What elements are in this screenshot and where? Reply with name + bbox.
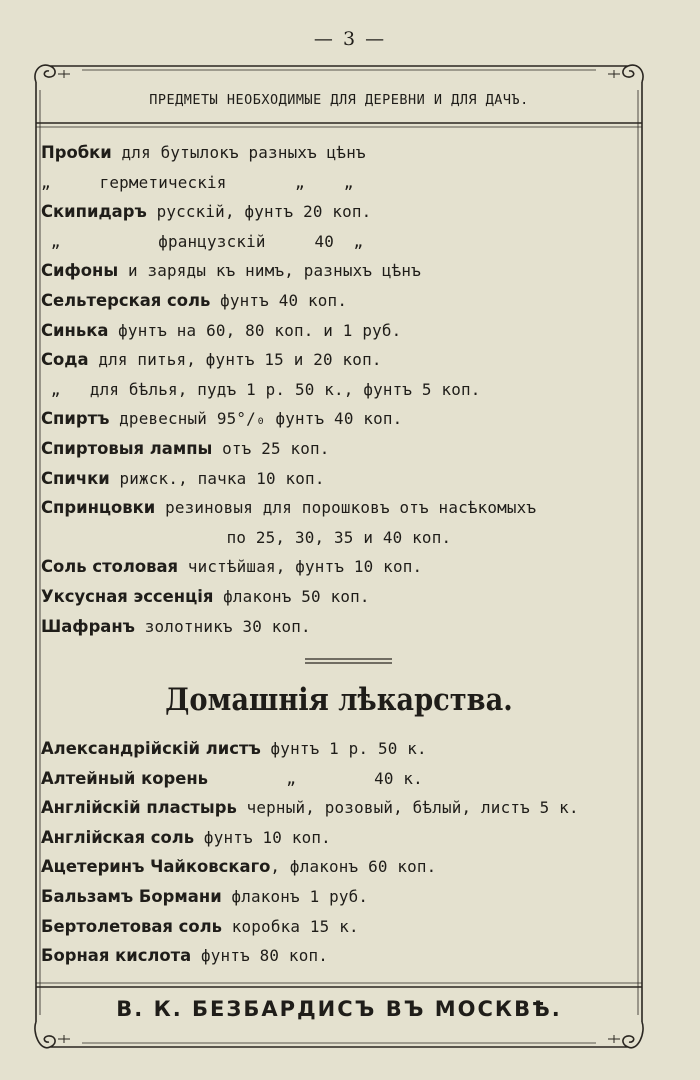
home-remedies-list: [41, 734, 641, 971]
item-name: Борная кислота: [41, 946, 192, 966]
item-description: „ французскій 40 „: [41, 231, 364, 251]
item-description: золотникъ 30 коп.: [135, 616, 311, 636]
item-name: Сода: [41, 350, 89, 370]
item-description: для питья, фунтъ 15 и 20 коп.: [88, 350, 382, 370]
item-description: резиновыя для порошковъ отъ насѣкомыхъ: [155, 498, 537, 518]
list-item: [41, 434, 637, 464]
item-name: Уксусная эссенція: [41, 586, 214, 606]
item-description: „ герметическія „ „: [41, 172, 354, 192]
item-description: фунтъ 10 коп.: [194, 827, 331, 847]
item-description: флаконъ 50 коп.: [213, 586, 370, 606]
section-title-home-remedies: Домашнія лѣкарства.: [165, 682, 513, 718]
item-name: Спиртъ: [41, 409, 110, 429]
item-name: Александрійскій листъ: [41, 739, 261, 758]
list-item: [41, 286, 637, 316]
page-header: ПРЕДМЕТЫ НЕОБХОДИМЫЕ ДЛЯ ДЕРЕВНИ И ДЛЯ ДАЧЪ.: [149, 92, 529, 108]
item-name: Англійскій пластырь: [41, 798, 237, 818]
item-description: и заряды къ нимъ, разныхъ цѣнъ: [118, 261, 421, 281]
item-description: коробка 15 к.: [221, 916, 359, 936]
item-name: Спиртовыя лампы: [41, 438, 213, 458]
list-item: [41, 523, 637, 553]
item-name: Шафранъ: [41, 616, 136, 636]
list-item: [41, 941, 637, 971]
item-description: древесный 95°/₀ фунтъ 40 коп.: [109, 409, 403, 429]
item-name: Бальзамъ Бормани: [41, 886, 222, 906]
item-description: , флаконъ 60 коп.: [270, 857, 437, 877]
item-description: фунтъ на 60, 80 коп. и 1 руб.: [108, 320, 402, 340]
item-description: чистѣйшая, фунтъ 10 коп.: [178, 557, 423, 577]
publisher-footer: В. К. БЕЗБАРДИСЪ ВЪ МОСКВѢ.: [116, 997, 562, 1021]
list-item: [41, 227, 637, 257]
item-name: Англійская соль: [41, 827, 195, 847]
item-description: черный, розовый, бѣлый, листъ 5 к.: [236, 798, 579, 818]
list-item: [41, 852, 637, 882]
list-item: [41, 464, 637, 494]
item-name: Синька: [41, 320, 109, 340]
item-description: фунтъ 1 р. 50 к.: [260, 739, 427, 758]
item-name: Спички: [41, 468, 110, 488]
list-item: [41, 316, 637, 346]
item-description: фунтъ 40 коп.: [210, 290, 348, 310]
item-description: отъ 25 коп.: [212, 438, 330, 458]
item-description: рижск., пачка 10 коп.: [109, 468, 325, 488]
list-item: [41, 345, 637, 375]
item-name: Сифоны: [41, 261, 119, 281]
item-description: флаконъ 1 руб.: [221, 886, 369, 906]
item-description: для бутылокъ разныхъ цѣнъ: [111, 143, 366, 162]
list-item: [41, 256, 637, 286]
item-description: по 25, 30, 35 и 40 коп.: [41, 527, 452, 547]
item-description: „ для бѣлья, пудъ 1 р. 50 к., фунтъ 5 коп.: [41, 379, 481, 399]
item-name: Спринцовки: [41, 498, 156, 518]
list-item: [41, 823, 637, 853]
list-item: [41, 882, 637, 912]
list-item: [41, 493, 637, 523]
item-name: Сельтерская соль: [41, 290, 211, 310]
item-description: фунтъ 80 коп.: [191, 946, 329, 966]
item-name: Ацетеринъ Чайковскаго: [41, 857, 271, 877]
list-item: [41, 552, 637, 582]
list-item: [41, 375, 637, 405]
page-number: — 3 —: [313, 28, 387, 50]
list-item: [41, 734, 637, 764]
list-item: [41, 764, 637, 794]
item-name: Скипидаръ: [41, 202, 147, 222]
list-item: [41, 793, 637, 823]
household-items-list: [41, 138, 641, 641]
list-item: [41, 582, 637, 612]
list-item: [41, 912, 637, 942]
item-name: Алтейный корень: [41, 768, 209, 788]
item-description: русскій, фунтъ 20 коп.: [146, 202, 372, 222]
item-description: „ 40 к.: [208, 768, 423, 788]
item-name: Пробки: [41, 143, 112, 162]
item-name: Соль столовая: [41, 557, 179, 577]
list-item: [41, 612, 637, 642]
list-item: [41, 404, 637, 434]
item-name: Бертолетовая соль: [41, 916, 222, 936]
list-item: [41, 138, 637, 168]
list-item: [41, 168, 637, 198]
list-item: [41, 197, 637, 227]
